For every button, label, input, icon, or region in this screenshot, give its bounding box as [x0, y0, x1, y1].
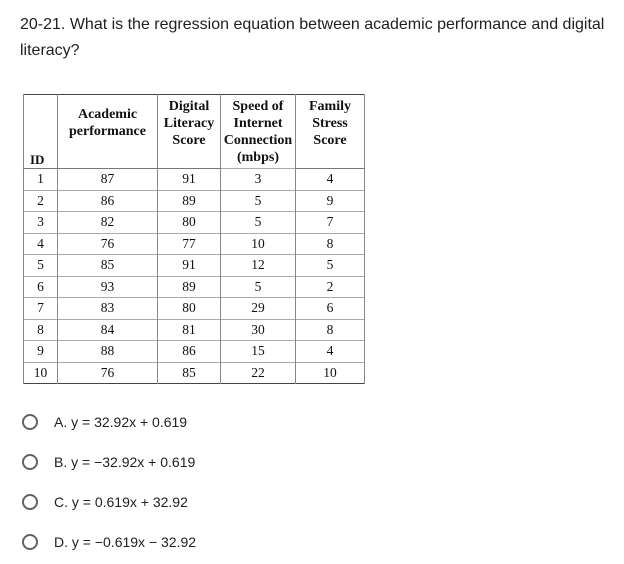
- header-digital-literacy: Digital Literacy Score: [158, 95, 221, 152]
- table-row: [24, 319, 365, 341]
- option-label: D. y = −0.619x − 32.92: [54, 534, 197, 550]
- header-internet-speed: Speed of Internet Connection (mbps): [221, 95, 296, 169]
- cell-academic: 88: [58, 341, 158, 363]
- cell-stress: 7: [296, 212, 365, 234]
- cell-id: 10: [24, 362, 58, 384]
- cell-academic: 76: [58, 362, 158, 384]
- table-row: [24, 276, 365, 298]
- radio-icon[interactable]: [22, 534, 38, 550]
- cell-id: 3: [24, 212, 58, 234]
- cell-speed: 5: [221, 276, 296, 298]
- table-row: [24, 169, 365, 191]
- cell-speed: 10: [221, 233, 296, 255]
- table-row: [24, 255, 365, 277]
- cell-digital: 91: [158, 255, 221, 277]
- cell-academic: 84: [58, 319, 158, 341]
- cell-stress: 8: [296, 233, 365, 255]
- cell-stress: 8: [296, 319, 365, 341]
- cell-stress: 5: [296, 255, 365, 277]
- answer-options: [22, 402, 196, 562]
- cell-id: 9: [24, 341, 58, 363]
- radio-icon[interactable]: [22, 494, 38, 510]
- cell-speed: 12: [221, 255, 296, 277]
- cell-stress: 6: [296, 298, 365, 320]
- option-label: C. y = 0.619x + 32.92: [54, 494, 188, 510]
- cell-stress: 9: [296, 190, 365, 212]
- table-row: [24, 341, 365, 363]
- cell-digital: 86: [158, 341, 221, 363]
- cell-speed: 15: [221, 341, 296, 363]
- cell-speed: 22: [221, 362, 296, 384]
- cell-id: 7: [24, 298, 58, 320]
- data-table-image: [23, 94, 365, 384]
- cell-id: 2: [24, 190, 58, 212]
- cell-academic: 83: [58, 298, 158, 320]
- cell-stress: 2: [296, 276, 365, 298]
- cell-stress: 4: [296, 341, 365, 363]
- cell-speed: 5: [221, 190, 296, 212]
- cell-digital: 80: [158, 212, 221, 234]
- cell-stress: 4: [296, 169, 365, 191]
- cell-id: 6: [24, 276, 58, 298]
- table-row: [24, 298, 365, 320]
- option-label: A. y = 32.92x + 0.619: [54, 414, 188, 430]
- cell-speed: 3: [221, 169, 296, 191]
- cell-id: 8: [24, 319, 58, 341]
- option-c[interactable]: [22, 482, 196, 522]
- cell-academic: 85: [58, 255, 158, 277]
- option-a[interactable]: [22, 402, 196, 442]
- header-family-stress: Family Stress Score: [296, 95, 365, 152]
- cell-academic: 86: [58, 190, 158, 212]
- table-row: [24, 233, 365, 255]
- radio-icon[interactable]: [22, 414, 38, 430]
- table-row: [24, 190, 365, 212]
- cell-digital: 81: [158, 319, 221, 341]
- table-row: [24, 362, 365, 384]
- cell-academic: 82: [58, 212, 158, 234]
- header-id: ID: [24, 151, 58, 169]
- cell-digital: 85: [158, 362, 221, 384]
- cell-id: 4: [24, 233, 58, 255]
- cell-academic: 93: [58, 276, 158, 298]
- cell-digital: 77: [158, 233, 221, 255]
- question-text: 20-21. What is the regression equation between academic performance and digital literacy?: [20, 16, 605, 59]
- cell-academic: 87: [58, 169, 158, 191]
- table-row: [24, 212, 365, 234]
- cell-stress: 10: [296, 362, 365, 384]
- cell-id: 1: [24, 169, 58, 191]
- header-academic-performance: Academic performance: [58, 95, 158, 152]
- cell-id: 5: [24, 255, 58, 277]
- cell-academic: 76: [58, 233, 158, 255]
- header-id-spacer: [24, 95, 58, 152]
- cell-speed: 30: [221, 319, 296, 341]
- cell-digital: 89: [158, 276, 221, 298]
- cell-digital: 80: [158, 298, 221, 320]
- option-d[interactable]: [22, 522, 196, 562]
- radio-icon[interactable]: [22, 454, 38, 470]
- cell-speed: 29: [221, 298, 296, 320]
- option-label: B. y = −32.92x + 0.619: [54, 454, 196, 470]
- cell-digital: 89: [158, 190, 221, 212]
- option-b[interactable]: [22, 442, 196, 482]
- cell-speed: 5: [221, 212, 296, 234]
- data-table: [23, 94, 365, 384]
- cell-digital: 91: [158, 169, 221, 191]
